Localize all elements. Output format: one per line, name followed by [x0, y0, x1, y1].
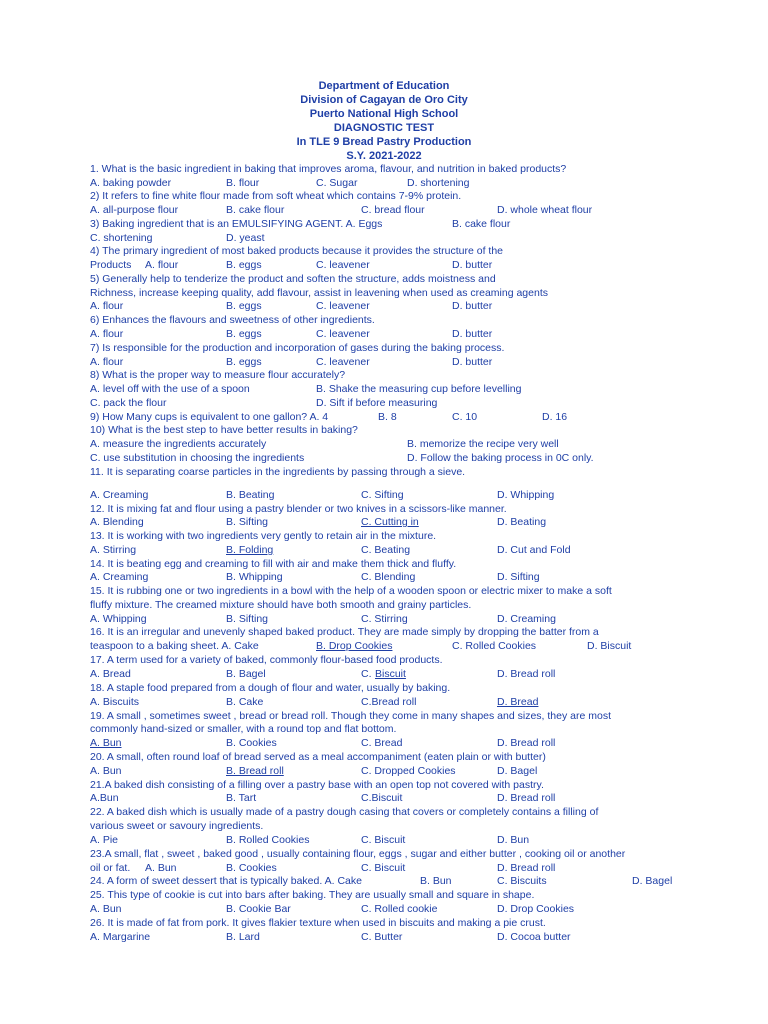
answer-option: A. Bun — [90, 765, 122, 777]
answer-option: C. Cutting in — [361, 516, 419, 528]
answer-option: B. Sifting — [226, 516, 269, 528]
question-text: 18. A staple food prepared from a dough of flour and water, usually by baking. — [90, 682, 451, 694]
answer-option: D. Bagel — [497, 765, 538, 777]
answer-option: D. Sifting — [497, 571, 540, 583]
header-division: Division of Cagayan de Oro City — [300, 94, 468, 106]
answer-option: B. Cookies — [226, 862, 277, 874]
question-text: 23.A small, flat , sweet , baked good , usually containing flour, eggs , sugar and either butter , cooking oil or another — [90, 848, 626, 860]
answer-option: A. Stirring — [90, 544, 137, 556]
question-text: 12. It is mixing fat and flour using a pastry blender or two knives in a scissors-like manner. — [90, 503, 507, 515]
answer-option: A. Bun — [145, 862, 177, 874]
answer-option: B. Drop Cookies — [316, 640, 393, 652]
answer-option: C. leavener — [316, 356, 370, 368]
header-subject: In TLE 9 Bread Pastry Production — [296, 136, 472, 148]
answer-option: C. Dropped Cookies — [361, 765, 456, 777]
answer-option: D. Bread roll — [497, 668, 556, 680]
answer-option-c-prefix: C. — [361, 668, 372, 680]
answer-option: A. flour — [145, 259, 179, 271]
question-text: commonly hand-sized or smaller, with a round top and flat bottom. — [90, 723, 397, 735]
question-text: 21.A baked dish consisting of a filling over a pastry base with an open top not covered with pastry. — [90, 779, 544, 791]
question-text: 10) What is the best step to have better results in baking? — [90, 424, 358, 436]
answer-option: A. measure the ingredients accurately — [90, 438, 267, 450]
question-text: fluffy mixture. The creamed mixture should have both smooth and grainy particles. — [90, 599, 472, 611]
answer-option: C. leavener — [316, 300, 370, 312]
question-text: 26. It is made of fat from pork. It gives flakier texture when used in biscuits and making a pie crust. — [90, 917, 546, 929]
answer-option: C. 10 — [452, 411, 478, 423]
answer-option: C. use substitution in choosing the ingredients — [90, 452, 305, 464]
answer-option: C. Sifting — [361, 489, 404, 501]
answer-option: C. pack the flour — [90, 397, 167, 409]
answer-option: B. Lard — [226, 931, 260, 943]
answer-option: B. eggs — [226, 259, 262, 271]
question-text: 2) It refers to fine white flour made from soft wheat which contains 7-9% protein. — [90, 190, 462, 202]
question-text: 11. It is separating coarse particles in the ingredients by passing through a sieve. — [90, 466, 466, 478]
question-text: Products — [90, 259, 132, 271]
question-text: 5) Generally help to tenderize the product and soften the structure, adds moistness and — [90, 273, 496, 285]
answer-option: A. Bun — [90, 903, 122, 915]
answer-option: A. Margarine — [90, 931, 151, 943]
answer-option: B. Bread roll — [226, 765, 284, 777]
question-text: 20. A small, often round loaf of bread served as a meal accompaniment (eaten plain or with butter) — [90, 751, 546, 763]
answer-option: B. 8 — [378, 411, 397, 423]
answer-option: C. leavener — [316, 328, 370, 340]
answer-option: C. Stirring — [361, 613, 408, 625]
answer-option: D. Follow the baking process in 0C only. — [407, 452, 594, 464]
question-text: 3) Baking ingredient that is an EMULSIFYING AGENT. A. Eggs — [90, 218, 383, 230]
answer-option: D. Bun — [497, 834, 530, 846]
answer-option: B. Tart — [226, 792, 257, 804]
answer-option: D. butter — [452, 259, 493, 271]
answer-option: B. Whipping — [226, 571, 283, 583]
answer-option: C. Biscuit — [361, 834, 406, 846]
answer-option: A. Creaming — [90, 489, 149, 501]
question-text: 19. A small , sometimes sweet , bread or bread roll. Though they come in many shapes and sizes, they are most — [90, 710, 611, 722]
answer-option: B. Shake the measuring cup before levelling — [316, 383, 522, 395]
question-text: oil or fat. — [90, 862, 131, 874]
answer-option: A. Bread — [90, 668, 131, 680]
question-text: 24. A form of sweet dessert that is typically baked. A. Cake — [90, 875, 362, 887]
answer-option: A. flour — [90, 328, 124, 340]
answer-option: C. Rolled cookie — [361, 903, 438, 915]
answer-option: B. Folding — [226, 544, 274, 556]
answer-option: D. Sift if before measuring — [316, 397, 438, 409]
answer-option: D. Drop Cookies — [497, 903, 575, 915]
answer-option: B. eggs — [226, 300, 262, 312]
answer-option: C. bread flour — [361, 204, 425, 216]
header-test-title: DIAGNOSTIC TEST — [333, 122, 435, 134]
answer-option: D. Bread roll — [497, 862, 556, 874]
answer-option: C. Biscuit — [361, 862, 406, 874]
answer-option: B. Cookies — [226, 737, 277, 749]
answer-option: B. Cookie Bar — [226, 903, 291, 915]
answer-option: C.Bread roll — [361, 696, 417, 708]
answer-option: B. memorize the recipe very well — [407, 438, 559, 450]
answer-option: B. Bun — [420, 875, 452, 887]
answer-option: D. Biscuit — [587, 640, 632, 652]
question-text: 22. A baked dish which is usually made of a pastry dough casing that covers or completely contains a filling of — [90, 806, 599, 818]
header-school-year: S.Y. 2021-2022 — [346, 150, 422, 162]
question-text: 1. What is the basic ingredient in baking that improves aroma, flavour, and nutrition in baked products? — [90, 163, 567, 175]
header-school: Puerto National High School — [309, 108, 459, 120]
answer-option: C.Biscuit — [361, 792, 403, 804]
question-text: 25. This type of cookie is cut into bars after baking. They are usually small and square in shape. — [90, 889, 535, 901]
answer-option: D. 16 — [542, 411, 568, 423]
answer-option: A. Biscuits — [90, 696, 140, 708]
answer-option: D. butter — [452, 300, 493, 312]
question-text: Richness, increase keeping quality, add flavour, assist in leavening when used as creaming agents — [90, 287, 548, 299]
answer-option: D. Cut and Fold — [497, 544, 571, 556]
header-department: Department of Education — [318, 80, 450, 92]
question-text: 13. It is working with two ingredients very gently to retain air in the mixture. — [90, 530, 437, 542]
answer-option: A. flour — [90, 356, 124, 368]
answer-option: A. Whipping — [90, 613, 147, 625]
question-text: 9) How Many cups is equivalent to one gallon? A. 4 — [90, 411, 329, 423]
answer-option: A. Blending — [90, 516, 144, 528]
answer-option: D. Creaming — [497, 613, 556, 625]
answer-option: B. Bagel — [226, 668, 266, 680]
answer-option: B. Beating — [226, 489, 275, 501]
question-text: 6) Enhances the flavours and sweetness of other ingredients. — [90, 314, 375, 326]
answer-option: B. eggs — [226, 356, 262, 368]
answer-option: D. Cocoa butter — [497, 931, 571, 943]
answer-option: D. Bread roll — [497, 737, 556, 749]
answer-option: C. Biscuits — [497, 875, 547, 887]
answer-option: D. yeast — [226, 232, 265, 244]
answer-option: D. whole wheat flour — [497, 204, 593, 216]
answer-option: A. flour — [90, 300, 124, 312]
question-text: various sweet or savoury ingredients. — [90, 820, 264, 832]
answer-option: D. butter — [452, 328, 493, 340]
answer-option: D. Bread roll — [497, 792, 556, 804]
question-text: 15. It is rubbing one or two ingredients in a bowl with the help of a wooden spoon or electric mixer to make a soft — [90, 585, 612, 597]
answer-option: D. Whipping — [497, 489, 555, 501]
question-text: 16. It is an irregular and unevenly shaped baked product. They are made simply by dropping the batter from a — [90, 626, 599, 638]
answer-option: A. baking powder — [90, 177, 172, 189]
answer-option: B. cake flour — [226, 204, 285, 216]
answer-option: D. Bread — [497, 696, 539, 708]
answer-option: D. Beating — [497, 516, 547, 528]
answer-option: B. eggs — [226, 328, 262, 340]
answer-option: A. Pie — [90, 834, 119, 846]
answer-option: C. Rolled Cookies — [452, 640, 537, 652]
answer-option: B. Cake — [226, 696, 264, 708]
answer-option: C. Bread — [361, 737, 403, 749]
answer-option: B. Sifting — [226, 613, 269, 625]
answer-option: D. Bagel — [632, 875, 673, 887]
answer-option: Biscuit — [375, 668, 406, 680]
answer-option: B. flour — [226, 177, 260, 189]
answer-option: D. shortening — [407, 177, 470, 189]
answer-option: A. all-purpose flour — [90, 204, 179, 216]
answer-option: D. butter — [452, 356, 493, 368]
answer-option: C. Sugar — [316, 177, 358, 189]
answer-option: A. Bun — [90, 737, 122, 749]
question-text: teaspoon to a baking sheet. A. Cake — [90, 640, 259, 652]
answer-option: A.Bun — [90, 792, 119, 804]
question-text: 8) What is the proper way to measure flour accurately? — [90, 369, 346, 381]
answer-option: C. Beating — [361, 544, 411, 556]
answer-option: B. cake flour — [452, 218, 511, 230]
question-text: 14. It is beating egg and creaming to fill with air and make them thick and fluffy. — [90, 558, 457, 570]
question-text: 17. A term used for a variety of baked, commonly flour-based food products. — [90, 654, 443, 666]
answer-option: C. leavener — [316, 259, 370, 271]
answer-option: C. Blending — [361, 571, 416, 583]
answer-option: C. shortening — [90, 232, 153, 244]
answer-option: A. level off with the use of a spoon — [90, 383, 250, 395]
question-text: 4) The primary ingredient of most baked products because it provides the structure of the — [90, 245, 504, 257]
answer-option: A. Creaming — [90, 571, 149, 583]
question-text: 7) Is responsible for the production and incorporation of gases during the baking process. — [90, 342, 505, 354]
answer-option: B. Rolled Cookies — [226, 834, 310, 846]
answer-option: C. Butter — [361, 931, 403, 943]
